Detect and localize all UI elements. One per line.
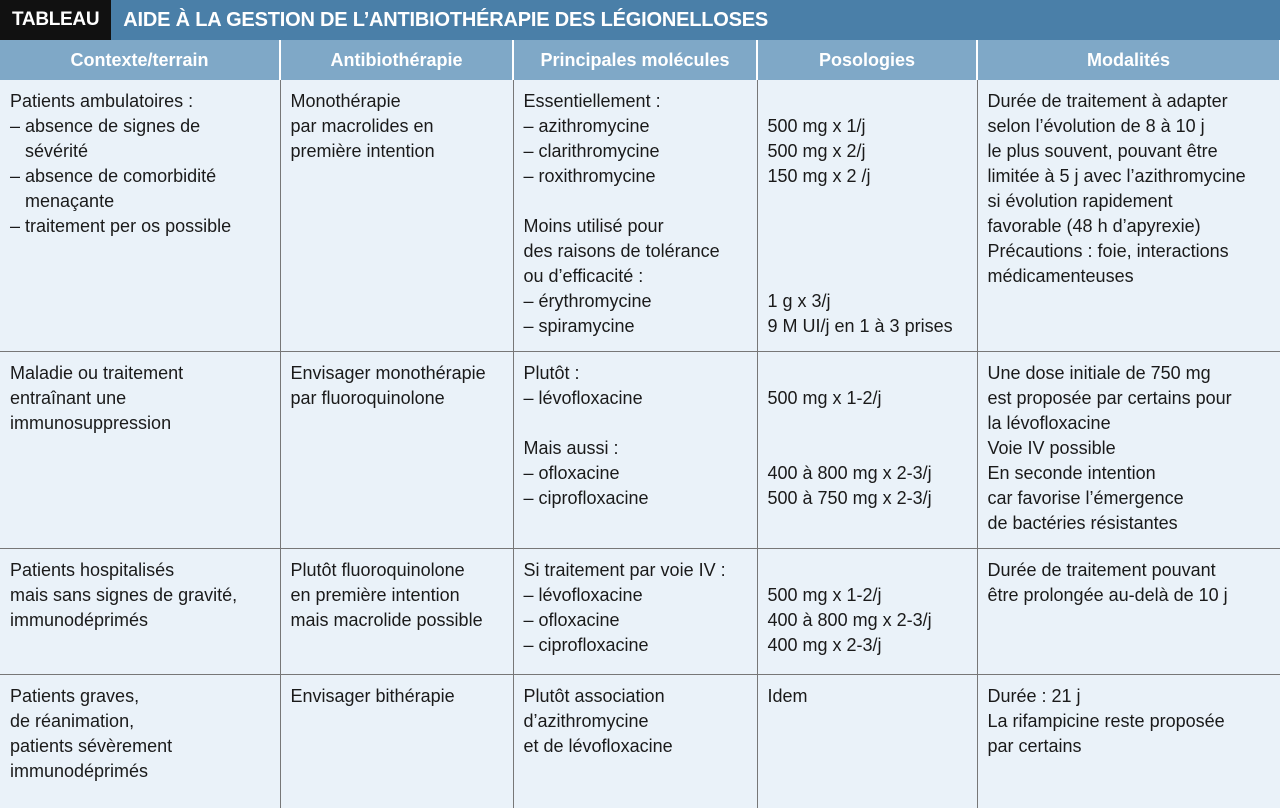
cell-antibiotherapie: Envisager bithérapie	[280, 675, 513, 808]
cell-molecules: Plutôt association d’azithromycine et de lévofloxacine	[513, 675, 757, 808]
table-row	[0, 80, 1280, 352]
cell-contexte: Patients graves, de réanimation, patients sévèrement immunodéprimés	[0, 675, 280, 808]
column-header-modalites: Modalités	[977, 40, 1280, 80]
antibiotherapy-table	[0, 40, 1280, 808]
table-title: AIDE À LA GESTION DE L’ANTIBIOTHÉRAPIE DES LÉGIONELLOSES	[111, 9, 768, 32]
cell-antibiotherapie: Monothérapie par macrolides en première intention	[280, 80, 513, 352]
column-header-antibiotherapie: Antibiothérapie	[280, 40, 513, 80]
cell-posologies: 500 mg x 1-2/j 400 à 800 mg x 2-3/j 400 mg x 2-3/j	[757, 549, 977, 675]
cell-modalites: Durée de traitement à adapter selon l’évolution de 8 à 10 j le plus souvent, pouvant être limitée à 5 j avec l’azithromycine si évolution rapidement favorable (48 h d’apyrexie) Précautions : foie, interactions médicamenteuses	[977, 80, 1280, 352]
cell-contexte: Patients ambulatoires : – absence de signes de sévérité – absence de comorbidité menaçante – traitement per os possible	[0, 80, 280, 352]
cell-contexte: Maladie ou traitement entraînant une immunosuppression	[0, 352, 280, 549]
cell-antibiotherapie: Envisager monothérapie par fluoroquinolone	[280, 352, 513, 549]
cell-posologies: 500 mg x 1-2/j 400 à 800 mg x 2-3/j 500 à 750 mg x 2-3/j	[757, 352, 977, 549]
table-row	[0, 549, 1280, 675]
cell-modalites: Durée : 21 j La rifampicine reste proposée par certains	[977, 675, 1280, 808]
cell-molecules: Plutôt : – lévofloxacine Mais aussi : – ofloxacine – ciprofloxacine	[513, 352, 757, 549]
cell-posologies: 500 mg x 1/j 500 mg x 2/j 150 mg x 2 /j 1 g x 3/j 9 M UI/j en 1 à 3 prises	[757, 80, 977, 352]
column-header-contexte: Contexte/terrain	[0, 40, 280, 80]
column-header-molecules: Principales molécules	[513, 40, 757, 80]
header-row	[0, 40, 1280, 80]
cell-modalites: Une dose initiale de 750 mg est proposée par certains pour la lévofloxacine Voie IV possible En seconde intention car favorise l’émergence de bactéries résistantes	[977, 352, 1280, 549]
cell-antibiotherapie: Plutôt fluoroquinolone en première intention mais macrolide possible	[280, 549, 513, 675]
cell-molecules: Essentiellement : – azithromycine – clarithromycine – roxithromycine Moins utilisé pour des raisons de tolérance ou d’efficacité : – érythromycine – spiramycine	[513, 80, 757, 352]
table-row	[0, 675, 1280, 808]
cell-molecules: Si traitement par voie IV : – lévofloxacine – ofloxacine – ciprofloxacine	[513, 549, 757, 675]
column-header-posologies: Posologies	[757, 40, 977, 80]
table-row	[0, 352, 1280, 549]
cell-contexte: Patients hospitalisés mais sans signes de gravité, immunodéprimés	[0, 549, 280, 675]
table-title-bar	[0, 0, 1280, 40]
cell-modalites: Durée de traitement pouvant être prolongée au-delà de 10 j	[977, 549, 1280, 675]
table-tag: TABLEAU	[0, 0, 111, 40]
cell-posologies: Idem	[757, 675, 977, 808]
